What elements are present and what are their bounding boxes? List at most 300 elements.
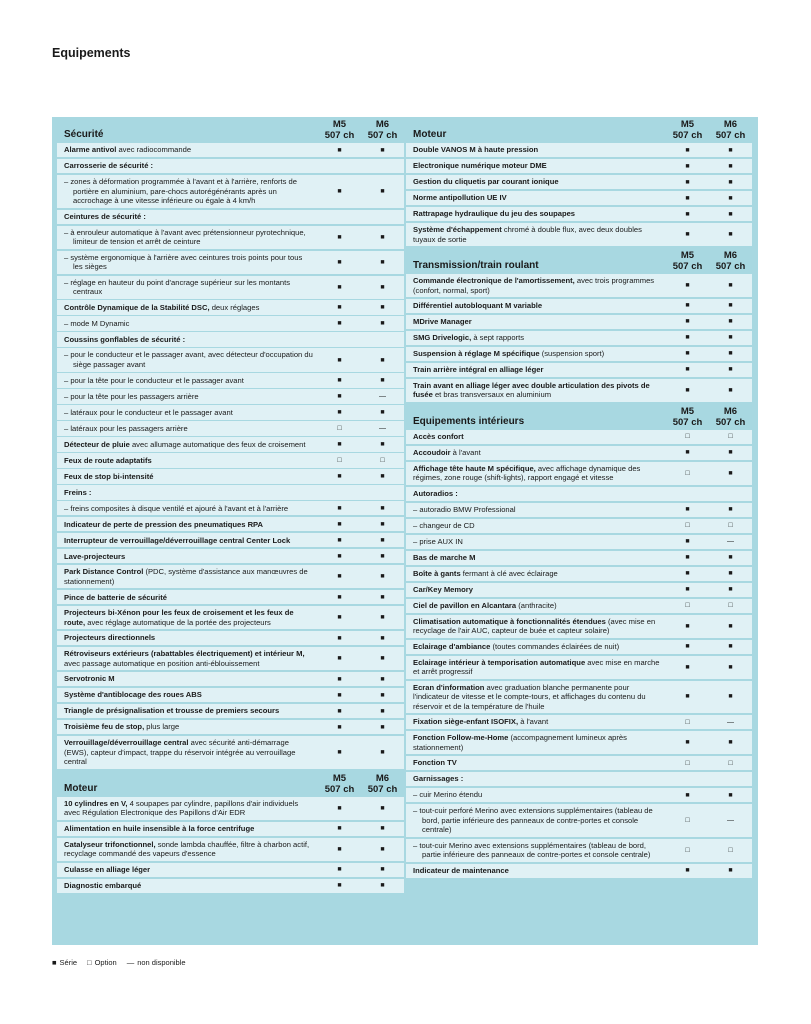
left-column [57, 117, 404, 895]
equipment-label-bold: Affichage tête haute M spécifique, [413, 463, 536, 473]
availability-m6: ■ [728, 282, 733, 289]
availability-m5: ■ [337, 825, 342, 833]
availability-m6: — [379, 393, 386, 400]
equipment-label [57, 422, 318, 436]
equipment-row [406, 772, 752, 786]
equipment-label [406, 731, 666, 754]
availability-m6: ■ [728, 622, 733, 630]
equipment-label-text: à sept rapports [471, 333, 524, 343]
equipment-row [406, 567, 752, 581]
equipment-label [406, 839, 666, 862]
availability-m5: ■ [337, 593, 342, 601]
equipment-label-bold: Fonction TV [413, 758, 457, 768]
equipment-label [57, 606, 318, 629]
equipment-row [406, 535, 752, 549]
column-header-m5: M5 507 ch [672, 405, 703, 428]
equipment-row [57, 226, 404, 249]
equipment-label-bold: Park Distance Control [64, 567, 144, 577]
equipment-label-text: avec sécurité anti-démarrage (EWS), capteur d'impact, trappe du réservoir intégrée au verrouillage central [64, 738, 296, 767]
availability-m6: ■ [728, 178, 733, 186]
equipment-row [406, 731, 752, 754]
equipment-label-bold: Système d'échappement [413, 224, 502, 234]
equipment-label [406, 599, 666, 613]
equipment-label-bold: Suspension à réglage M spécifique [413, 349, 540, 359]
equipment-label-text: – pour le conducteur et le passager avant, avec détecteur d'occupation du siège passager avant [64, 350, 313, 370]
availability-m5: ■ [685, 867, 690, 875]
equipment-label-text: – pour la tête pour les passagers arrière [64, 391, 199, 401]
equipment-label-bold: Boîte à gants [413, 568, 461, 578]
availability-m5: ■ [685, 663, 690, 671]
availability-m6: ■ [380, 504, 385, 512]
availability-m6: ■ [728, 194, 733, 202]
availability-m6: ■ [380, 634, 385, 642]
equipment-label-bold: Détecteur de pluie [64, 439, 130, 449]
equipment-label-bold: Alarme antivol [64, 145, 117, 155]
equipment-label-text: – cuir Merino étendu [413, 790, 483, 800]
availability-m6: — [727, 718, 734, 726]
equipment-row [406, 864, 752, 878]
equipment-label-bold: Fixation siège-enfant ISOFIX, [413, 717, 519, 727]
availability-m6: ■ [380, 845, 385, 853]
equipment-label [406, 640, 666, 654]
availability-m6: ■ [728, 791, 733, 799]
availability-m6: ■ [728, 350, 733, 358]
equipment-label-text: plus large [144, 722, 180, 732]
availability-m6: ■ [380, 536, 385, 544]
equipment-label-text: (avec mise en recyclage de l'air AUC, capteur de buée et capteur solaire) [413, 616, 656, 636]
availability-m5: □ [685, 846, 690, 854]
section-header [57, 117, 404, 143]
equipment-label [406, 223, 666, 246]
equipment-label-bold: Freins : [64, 487, 92, 497]
equipment-label [406, 191, 666, 205]
equipment-label-text: avec trois programmes (confort, normal, sport) [413, 275, 655, 295]
availability-m6: ■ [380, 520, 385, 528]
equipment-row [406, 143, 752, 157]
column-header-m5: M5 507 ch [324, 772, 355, 795]
equipment-label [406, 804, 666, 837]
equipment-label [57, 143, 318, 157]
availability-m5: ■ [685, 570, 690, 578]
availability-m6: ■ [728, 693, 733, 701]
availability-m5: ■ [685, 586, 690, 594]
equipment-row [57, 647, 404, 670]
equipment-label-bold: Autoradios : [413, 489, 458, 499]
equipment-label [406, 347, 666, 361]
equipment-row [406, 223, 752, 246]
equipment-label [57, 518, 318, 532]
equipment-label-text: à l'avant [518, 717, 549, 727]
equipment-label [406, 274, 666, 297]
availability-m5: ■ [337, 691, 342, 699]
availability-m5: ■ [685, 318, 690, 326]
equipment-row [57, 797, 404, 820]
availability-m5: ■ [337, 573, 342, 581]
right-column [406, 117, 752, 880]
availability-m6: □ [380, 456, 385, 464]
equipment-row [406, 347, 752, 361]
equipment-label [57, 647, 318, 670]
equipment-label [406, 331, 666, 345]
equipment-label-bold: Electronique numérique moteur DME [413, 161, 547, 171]
availability-m5: □ [685, 522, 690, 530]
equipment-label [57, 333, 318, 347]
equipment-label-text: – à enrouleur automatique à l'avant avec prétensionneur pyrotechnique, limiteur de tension et arrêt de ceinture [64, 227, 306, 247]
section-header [406, 117, 752, 143]
equipment-row [57, 736, 404, 769]
availability-m5: ■ [337, 408, 342, 416]
equipment-row [57, 590, 404, 604]
availability-m5: ■ [337, 655, 342, 663]
equipment-label [406, 379, 666, 402]
equipment-label-text: et bras transversaux en aluminium [432, 390, 552, 400]
equipment-label [406, 487, 666, 501]
equipment-row [406, 175, 752, 189]
equipment-label-bold: Rétroviseurs extérieurs (rabattables électriquement) et intérieur M, [64, 649, 305, 659]
availability-m5: □ [337, 424, 342, 432]
availability-m6: ■ [380, 472, 385, 480]
availability-m5: ■ [685, 643, 690, 651]
availability-m6: ■ [380, 748, 385, 756]
equipment-label-bold: Indicateur de maintenance [413, 865, 509, 875]
availability-m6: ■ [380, 233, 385, 241]
equipment-row [57, 863, 404, 877]
equipment-row [406, 299, 752, 313]
equipment-row [57, 437, 404, 451]
equipment-label-text: sonde lambda chauffée, filtre à charbon actif, recyclage commandé des vapeurs d'essence [64, 839, 310, 859]
equipment-row [57, 838, 404, 861]
section-title: Transmission/train roulant [413, 259, 539, 271]
availability-m6: ■ [728, 334, 733, 342]
equipment-label-text: fermant à clé avec éclairage [460, 568, 558, 578]
equipment-row [406, 487, 752, 501]
availability-m5: ■ [685, 554, 690, 562]
equipment-label-text: deux réglages [209, 302, 260, 312]
availability-m6: ■ [728, 586, 733, 594]
availability-m6: ■ [380, 356, 385, 364]
equipment-label-bold: Accoudoir [413, 448, 451, 458]
equipment-label [406, 315, 666, 329]
equipment-label-bold: Rattrapage hydraulique du jeu des soupapes [413, 209, 576, 219]
equipment-label-text: avec radiocommande [116, 145, 192, 155]
equipment-label-bold: Ecran d'information [413, 682, 485, 692]
availability-m6: ■ [380, 304, 385, 312]
equipment-label-text: – prise AUX IN [413, 537, 463, 546]
availability-m5: ■ [685, 739, 690, 747]
equipment-label-text: (accompagnement lumineux après stationnement) [413, 733, 627, 752]
equipment-label [406, 583, 666, 597]
equipment-label-bold: Triangle de présignalisation et trousse de premiers secours [64, 706, 280, 716]
availability-m5: □ [685, 759, 690, 767]
availability-m5: ■ [337, 440, 342, 448]
equipment-row [406, 583, 752, 597]
equipment-label-bold: Projecteurs directionnels [64, 633, 156, 643]
equipment-label-bold: Pince de batterie de sécurité [64, 592, 167, 602]
equipment-row [57, 879, 404, 893]
availability-m6: ■ [728, 739, 733, 747]
equipment-row [406, 274, 752, 297]
equipment-label [57, 688, 318, 702]
equipment-label [406, 567, 666, 581]
equipment-row [406, 551, 752, 565]
availability-m6: ■ [380, 146, 385, 154]
availability-m6: ■ [728, 302, 733, 310]
availability-m6: □ [728, 759, 733, 767]
equipment-row [406, 804, 752, 837]
availability-m5: ■ [337, 472, 342, 480]
column-header-m6: M6 507 ch [367, 119, 398, 141]
equipment-label-bold: Différentiel autobloquant M variable [413, 301, 543, 311]
equipment-label-bold: SMG Drivelogic, [413, 333, 472, 343]
availability-m6: ■ [728, 366, 733, 374]
availability-m5: □ [685, 602, 690, 610]
column-header-m5: M5 507 ch [324, 119, 355, 141]
equipment-row [57, 348, 404, 371]
availability-m5: ■ [337, 866, 342, 874]
availability-m5: ■ [337, 882, 342, 890]
availability-m6: ■ [380, 320, 385, 328]
equipment-label [57, 720, 318, 734]
availability-m6: ■ [380, 187, 385, 195]
equipment-label [406, 772, 666, 786]
equipment-label-text: avec mise en marche et arrêt progressif [413, 657, 660, 677]
section-title: Moteur [64, 782, 98, 794]
availability-m6: — [379, 424, 386, 432]
equipment-row [57, 389, 404, 403]
equipment-row [406, 207, 752, 221]
availability-m5: ■ [337, 845, 342, 853]
availability-m6: ■ [728, 663, 733, 671]
equipment-label [406, 159, 666, 173]
equipment-label [406, 503, 666, 517]
legend-label: Option [94, 958, 117, 967]
availability-m6: ■ [380, 882, 385, 890]
equipment-label-bold: 10 cylindres en V, [64, 798, 128, 808]
availability-m5: ■ [685, 693, 690, 701]
availability-m5: ■ [685, 334, 690, 342]
availability-m6: ■ [380, 408, 385, 416]
equipment-row [406, 788, 752, 802]
equipment-label-bold: Culasse en alliage léger [64, 864, 151, 874]
equipment-label-bold: Eclairage intérieur à temporisation automatique [413, 657, 586, 667]
equipment-label-text: – zones à déformation programmée à l'avant et à l'arrière, renforts de portière en aluminium, pare-chocs autorégénérants après un accrochage à une vitesse inférieure ou égale à 4 km/h [64, 176, 297, 206]
availability-m5: ■ [685, 282, 690, 289]
equipment-label [406, 535, 666, 549]
equipment-label [57, 502, 318, 516]
availability-m6: ■ [728, 146, 733, 154]
availability-m6: ■ [380, 283, 385, 291]
availability-m6: □ [728, 846, 733, 854]
equipment-row [406, 446, 752, 460]
availability-m6: ■ [380, 707, 385, 715]
equipment-label [406, 788, 666, 802]
availability-m5: ■ [685, 791, 690, 799]
availability-m5: ■ [337, 146, 342, 154]
availability-m5: ■ [337, 258, 342, 266]
equipment-label-bold: Double VANOS M à haute pression [413, 145, 539, 155]
availability-m5: ■ [337, 393, 342, 400]
equipment-label-bold: Climatisation automatique à fonctionnalités étendues [413, 616, 606, 626]
equipment-row [57, 704, 404, 718]
equipment-label-text: (PDC, système d'assistance aux manœuvres de stationnement) [64, 567, 308, 586]
equipment-label [406, 656, 666, 679]
equipment-label-bold: Gestion du cliquetis par courant ionique [413, 177, 559, 187]
equipment-label [57, 317, 318, 331]
equipment-row [406, 462, 752, 485]
equipment-row [406, 519, 752, 533]
availability-m6: ■ [380, 675, 385, 683]
equipment-label [57, 838, 318, 861]
equipment-row [57, 688, 404, 702]
equipment-label [57, 406, 318, 420]
equipment-label-text: – tout-cuir Merino avec extensions supplémentaires (tableau de bord, partie inférieure des panneaux de contre-portes et console centrale) [413, 840, 651, 860]
equipment-label-bold: Norme antipollution UE IV [413, 193, 507, 203]
availability-m6: ■ [380, 655, 385, 663]
availability-m5: ■ [337, 283, 342, 291]
availability-m5: □ [685, 469, 690, 477]
equipment-row [57, 549, 404, 563]
equipment-row [406, 715, 752, 729]
equipment-label [57, 879, 318, 893]
availability-m6: — [727, 538, 734, 546]
availability-m5: ■ [337, 320, 342, 328]
availability-m6: ■ [728, 162, 733, 170]
equipment-label [57, 486, 318, 500]
legend-label: Série [59, 958, 78, 967]
availability-m5: ■ [685, 350, 690, 358]
availability-m6: □ [728, 433, 733, 441]
equipment-row [406, 503, 752, 517]
availability-m6: ■ [728, 643, 733, 651]
equipment-label-text: – réglage en hauteur du point d'ancrage supérieur sur les montants centraux [64, 277, 291, 297]
equipment-label-bold: Lave-projecteurs [64, 551, 126, 561]
equipment-label-text: (suspension sport) [539, 349, 605, 359]
page-title: Equipements [52, 46, 131, 60]
equipment-row [57, 143, 404, 157]
availability-m5: ■ [337, 614, 342, 622]
equipment-label [406, 462, 666, 485]
equipment-label-bold: Carrosserie de sécurité : [64, 161, 154, 171]
equipment-row [57, 276, 404, 299]
equipment-label [57, 565, 318, 588]
equipment-row [57, 517, 404, 531]
equipment-label-bold: Car/Key Memory [413, 584, 473, 594]
availability-m6: ■ [380, 258, 385, 266]
availability-m5: ■ [337, 748, 342, 756]
equipment-label [57, 251, 318, 274]
equipment-label-bold: Accès confort [413, 432, 464, 442]
equipment-row [406, 430, 752, 444]
equipment-label-bold: Contrôle Dynamique de la Stabilité DSC, [64, 302, 210, 312]
availability-m5: ■ [337, 707, 342, 715]
equipment-label [406, 519, 666, 533]
equipment-row [57, 210, 404, 224]
equipment-label-text: (toutes commandes éclairées de nuit) [490, 641, 620, 651]
availability-m5: ■ [337, 552, 342, 560]
availability-m6: ■ [380, 573, 385, 581]
availability-m6: ■ [380, 691, 385, 699]
equipment-label [57, 374, 318, 388]
equipment-label-bold: Catalyseur trifonctionnel, [64, 839, 156, 849]
legend-item [87, 958, 117, 967]
equipment-label [57, 159, 318, 173]
equipment-label-bold: Alimentation en huile insensible à la force centrifuge [64, 823, 255, 833]
equipment-label [406, 864, 666, 878]
equipment-label-bold: Coussins gonflables de sécurité : [64, 334, 186, 344]
availability-m5: ■ [337, 377, 342, 385]
equipment-label-text: avec réglage automatique de la portée des projecteurs [85, 617, 271, 627]
availability-m6: ■ [728, 449, 733, 457]
equipment-label-bold: Garnissages : [413, 774, 464, 784]
availability-m6: ■ [728, 386, 733, 394]
equipment-label-bold: Indicateur de perte de pression des pneumatiques RPA [64, 519, 264, 529]
section-header [406, 404, 752, 430]
equipment-row [406, 656, 752, 679]
equipment-row [406, 756, 752, 770]
availability-m5: ■ [685, 178, 690, 186]
equipment-row [57, 606, 404, 629]
equipment-label [57, 672, 318, 686]
equipment-row [406, 839, 752, 862]
equipment-label [406, 715, 666, 729]
availability-m5: ■ [685, 506, 690, 514]
equipment-row [406, 615, 752, 638]
availability-m5: ■ [685, 622, 690, 630]
equipment-row [406, 191, 752, 205]
availability-m5: ■ [337, 675, 342, 683]
equipment-row [406, 681, 752, 714]
equipment-label-bold: Diagnostic embarqué [64, 880, 142, 890]
equipment-label-bold: Servotronic M [64, 674, 115, 684]
equipment-label [57, 591, 318, 605]
equipment-row [57, 822, 404, 836]
equipment-label-text: – pour la tête pour le conducteur et le passager avant [64, 375, 244, 385]
equipment-label-text: chromé à double flux, avec deux doubles tuyaux de sortie [413, 224, 642, 244]
availability-m5: ■ [685, 210, 690, 218]
equipment-label [57, 470, 318, 484]
availability-m6: ■ [728, 506, 733, 514]
equipment-row [57, 175, 404, 208]
availability-m6: ■ [380, 377, 385, 385]
equipment-row [57, 565, 404, 588]
equipment-row [406, 599, 752, 613]
equipment-label [57, 210, 318, 224]
equipment-row [406, 640, 752, 654]
availability-m6: ■ [728, 867, 733, 875]
equipment-label [57, 226, 318, 249]
equipment-label-bold: Bas de marche M [413, 552, 476, 562]
equipment-row [406, 315, 752, 329]
legend-label: non disponible [137, 958, 186, 967]
equipment-row [57, 300, 404, 314]
equipment-label-bold: Feux de route adaptatifs [64, 455, 152, 465]
equipment-label [406, 143, 666, 157]
legend-item [127, 958, 186, 967]
availability-m6: ■ [380, 593, 385, 601]
column-header-m6: M6 507 ch [715, 119, 746, 141]
equipment-label-text: à l'avant [450, 448, 481, 458]
equipment-label [57, 301, 318, 315]
equipment-label [57, 631, 318, 645]
equipment-label-bold: Ciel de pavillon en Alcantara [413, 600, 517, 610]
equipment-row [57, 251, 404, 274]
availability-m5: ■ [337, 187, 342, 195]
availability-m5: ■ [337, 634, 342, 642]
equipment-label [57, 863, 318, 877]
availability-m5: ■ [685, 366, 690, 374]
equipment-label [406, 615, 666, 638]
equipment-label [57, 704, 318, 718]
